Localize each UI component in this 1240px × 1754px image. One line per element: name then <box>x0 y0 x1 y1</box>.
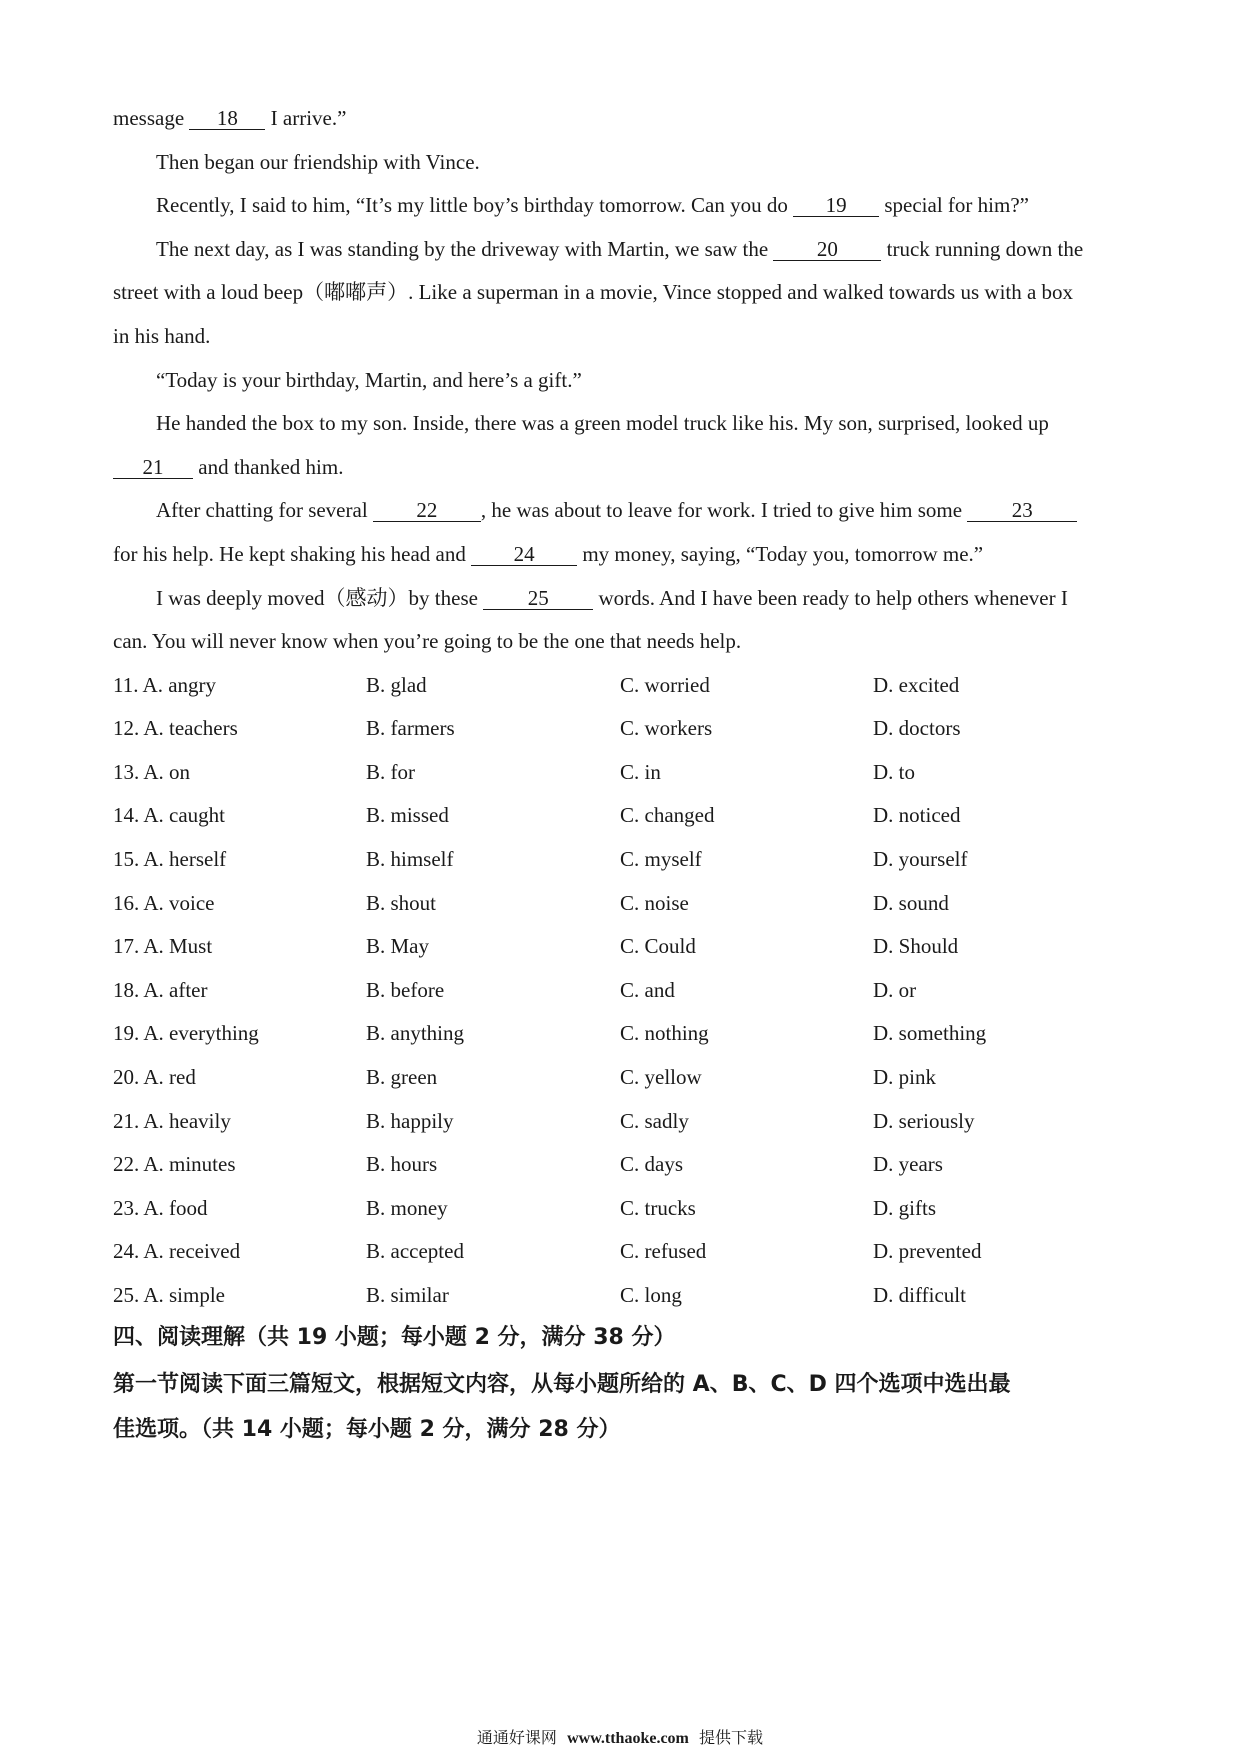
blank-19: 19 <box>793 194 879 217</box>
section-instruction-continued: 佳选项。（共 14 小题；每小题 2 分，满分 28 分） <box>113 1417 621 1442</box>
passage-line: can. You will never know when you’re going to be the one that needs help. <box>113 629 742 653</box>
option-a: 14. A. caught <box>113 803 225 827</box>
option-b: B. glad <box>366 673 427 697</box>
question-options-23 <box>113 1194 1133 1222</box>
option-c: C. days <box>620 1152 683 1176</box>
option-b: B. himself <box>366 847 454 871</box>
option-b: B. accepted <box>366 1239 464 1263</box>
passage-line <box>156 496 1176 524</box>
passage-line <box>156 191 1176 219</box>
passage-line: He handed the box to my son. Inside, there was a green model truck like his. My son, surprised, looked up <box>156 411 1049 435</box>
option-c: C. myself <box>620 847 702 871</box>
option-d: D. or <box>873 978 917 1002</box>
question-options-14 <box>113 801 1133 829</box>
footer-site-name: 通通好课网 <box>476 1728 557 1747</box>
option-b: B. anything <box>366 1021 464 1045</box>
option-a: 17. A. Must <box>113 934 213 958</box>
passage-line: Then began our friendship with Vince. <box>156 150 480 174</box>
passage-line <box>113 453 1133 481</box>
option-c: C. in <box>620 760 661 784</box>
passage-text: I was deeply moved（感动）by these <box>156 586 484 610</box>
option-b: B. farmers <box>366 716 455 740</box>
option-d: D. gifts <box>873 1196 936 1220</box>
question-options-21 <box>113 1107 1133 1135</box>
passage-line: “Today is your birthday, Martin, and here’s a gift.” <box>156 368 582 392</box>
option-d: D. something <box>873 1021 987 1045</box>
option-a: 16. A. voice <box>113 891 215 915</box>
option-b: B. for <box>366 760 415 784</box>
option-d: D. pink <box>873 1065 936 1089</box>
option-b: B. green <box>366 1065 438 1089</box>
blank-22: 22 <box>373 499 481 522</box>
option-d: D. doctors <box>873 716 961 740</box>
option-c: C. workers <box>620 716 713 740</box>
option-b: B. May <box>366 934 429 958</box>
question-options-11 <box>113 671 1133 699</box>
question-options-24 <box>113 1237 1133 1265</box>
passage-line <box>113 104 1133 132</box>
footer-url[interactable]: www.tthaoke.com <box>567 1730 689 1747</box>
section-title: 四、阅读理解（共 19 小题；每小题 2 分，满分 38 分） <box>113 1325 676 1350</box>
section-instruction: 第一节阅读下面三篇短文，根据短文内容，从每小题所给的 A、B、C、D 四个选项中选出最 <box>113 1372 1011 1397</box>
option-c: C. Could <box>620 934 696 958</box>
option-a: 24. A. received <box>113 1239 241 1263</box>
option-c: C. noise <box>620 891 689 915</box>
option-b: B. similar <box>366 1283 449 1307</box>
option-d: D. noticed <box>873 803 961 827</box>
blank-25: 25 <box>483 587 593 610</box>
question-options-12 <box>113 714 1133 742</box>
option-d: D. yourself <box>873 847 968 871</box>
passage-line <box>156 235 1176 263</box>
passage-line <box>156 584 1176 612</box>
option-c: C. yellow <box>620 1065 702 1089</box>
option-a: 21. A. heavily <box>113 1109 231 1133</box>
option-d: D. years <box>873 1152 943 1176</box>
option-b: B. missed <box>366 803 449 827</box>
option-b: B. happily <box>366 1109 454 1133</box>
option-d: D. difficult <box>873 1283 966 1307</box>
question-options-13 <box>113 758 1133 786</box>
option-b: B. money <box>366 1196 448 1220</box>
passage-text: my money, saying, “Today you, tomorrow me.” <box>577 542 984 566</box>
footer-suffix: 提供下载 <box>699 1728 764 1747</box>
option-b: B. shout <box>366 891 437 915</box>
question-options-19 <box>113 1019 1133 1047</box>
option-a: 18. A. after <box>113 978 208 1002</box>
passage-line: in his hand. <box>113 324 211 348</box>
option-d: D. sound <box>873 891 949 915</box>
option-c: C. sadly <box>620 1109 689 1133</box>
blank-24: 24 <box>471 543 577 566</box>
passage-text: special for him?” <box>879 193 1029 217</box>
option-a: 12. A. teachers <box>113 716 238 740</box>
option-b: B. hours <box>366 1152 438 1176</box>
question-options-25 <box>113 1281 1133 1309</box>
option-d: D. prevented <box>873 1239 982 1263</box>
passage-text: words. And I have been ready to help others whenever I <box>593 586 1068 610</box>
passage-line: street with a loud beep（嘟嘟声）. Like a superman in a movie, Vince stopped and walked towards us with a box <box>113 280 1074 304</box>
option-c: C. long <box>620 1283 682 1307</box>
question-options-22 <box>113 1150 1133 1178</box>
option-c: C. nothing <box>620 1021 709 1045</box>
option-a: 25. A. simple <box>113 1283 226 1307</box>
passage-text: Recently, I said to him, “It’s my little boy’s birthday tomorrow. Can you do <box>156 193 794 217</box>
option-b: B. before <box>366 978 445 1002</box>
question-options-18 <box>113 976 1133 1004</box>
question-options-15 <box>113 845 1133 873</box>
option-d: D. to <box>873 760 915 784</box>
blank-23: 23 <box>967 499 1077 522</box>
question-options-16 <box>113 889 1133 917</box>
option-d: D. seriously <box>873 1109 975 1133</box>
option-d: D. Should <box>873 934 959 958</box>
blank-20: 20 <box>773 238 881 261</box>
option-c: C. trucks <box>620 1196 696 1220</box>
passage-text: message <box>113 106 190 130</box>
passage-text: truck running down the <box>881 237 1084 261</box>
option-c: C. worried <box>620 673 710 697</box>
option-a: 11. A. angry <box>113 673 217 697</box>
option-a: 22. A. minutes <box>113 1152 236 1176</box>
option-a: 23. A. food <box>113 1196 208 1220</box>
passage-text: The next day, as I was standing by the driveway with Martin, we saw the <box>156 237 774 261</box>
option-a: 15. A. herself <box>113 847 227 871</box>
passage-text: and thanked him. <box>193 455 344 479</box>
passage-text: for his help. He kept shaking his head and <box>113 542 472 566</box>
option-d: D. excited <box>873 673 960 697</box>
blank-21: 21 <box>113 456 193 479</box>
question-options-20 <box>113 1063 1133 1091</box>
passage-text: , he was about to leave for work. I tried to give him some <box>480 498 968 522</box>
passage-line <box>113 540 1133 568</box>
option-a: 19. A. everything <box>113 1021 259 1045</box>
blank-18: 18 <box>189 107 265 130</box>
page-footer <box>0 1728 1240 1749</box>
option-a: 20. A. red <box>113 1065 196 1089</box>
option-c: C. refused <box>620 1239 707 1263</box>
option-c: C. changed <box>620 803 715 827</box>
option-a: 13. A. on <box>113 760 191 784</box>
passage-text: I arrive.” <box>265 106 347 130</box>
passage-text: After chatting for several <box>156 498 373 522</box>
option-c: C. and <box>620 978 675 1002</box>
question-options-17 <box>113 932 1133 960</box>
